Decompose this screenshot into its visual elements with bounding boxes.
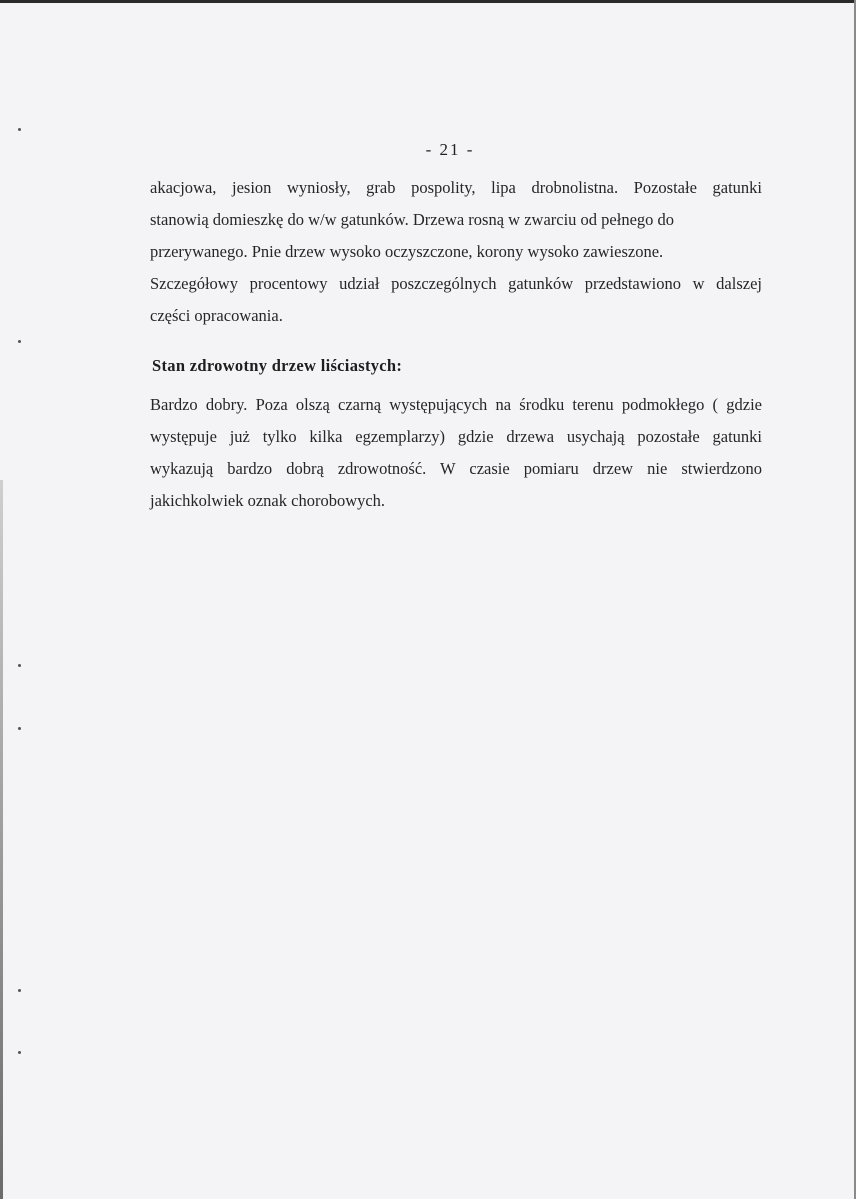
section-heading: Stan zdrowotny drzew liściastych:: [152, 356, 403, 375]
page-number: - 21 -: [425, 140, 475, 159]
scan-speck: [18, 1051, 21, 1054]
paragraph-health-status: [150, 389, 762, 517]
paragraph-line: jakichkolwiek oznak chorobowych.: [150, 491, 386, 510]
scan-left-edge: [0, 480, 3, 1199]
paragraph-line: występuje już tylko kilka egzemplarzy) gdzie drzewa usychają pozostałe gatunki: [150, 427, 762, 446]
scan-speck: [18, 128, 21, 131]
paragraph-line: stanowią domieszkę do w/w gatunków. Drzewa rosną w zwarciu od pełnego do: [150, 210, 675, 229]
paragraph-species-composition: [150, 172, 762, 332]
paragraph-line: Bardzo dobry. Poza olszą czarną występujących na środku terenu podmokłego ( gdzie: [150, 395, 762, 414]
scan-speck: [18, 989, 21, 992]
scan-top-edge: [0, 0, 856, 3]
paragraph-line: Szczegółowy procentowy udział poszczególnych gatunków przedstawiono w dalszej: [150, 274, 762, 293]
paragraph-line: wykazują bardzo dobrą zdrowotność. W czasie pomiaru drzew nie stwierdzono: [150, 459, 762, 478]
scan-speck: [18, 727, 21, 730]
scan-speck: [18, 664, 21, 667]
paragraph-line: akacjowa, jesion wyniosły, grab pospolity, lipa drobnolistna. Pozostałe gatunki: [150, 178, 762, 197]
scan-speck: [18, 340, 21, 343]
paragraph-line: części opracowania.: [150, 306, 283, 325]
paragraph-line: przerywanego. Pnie drzew wysoko oczyszczone, korony wysoko zawieszone.: [150, 242, 664, 261]
